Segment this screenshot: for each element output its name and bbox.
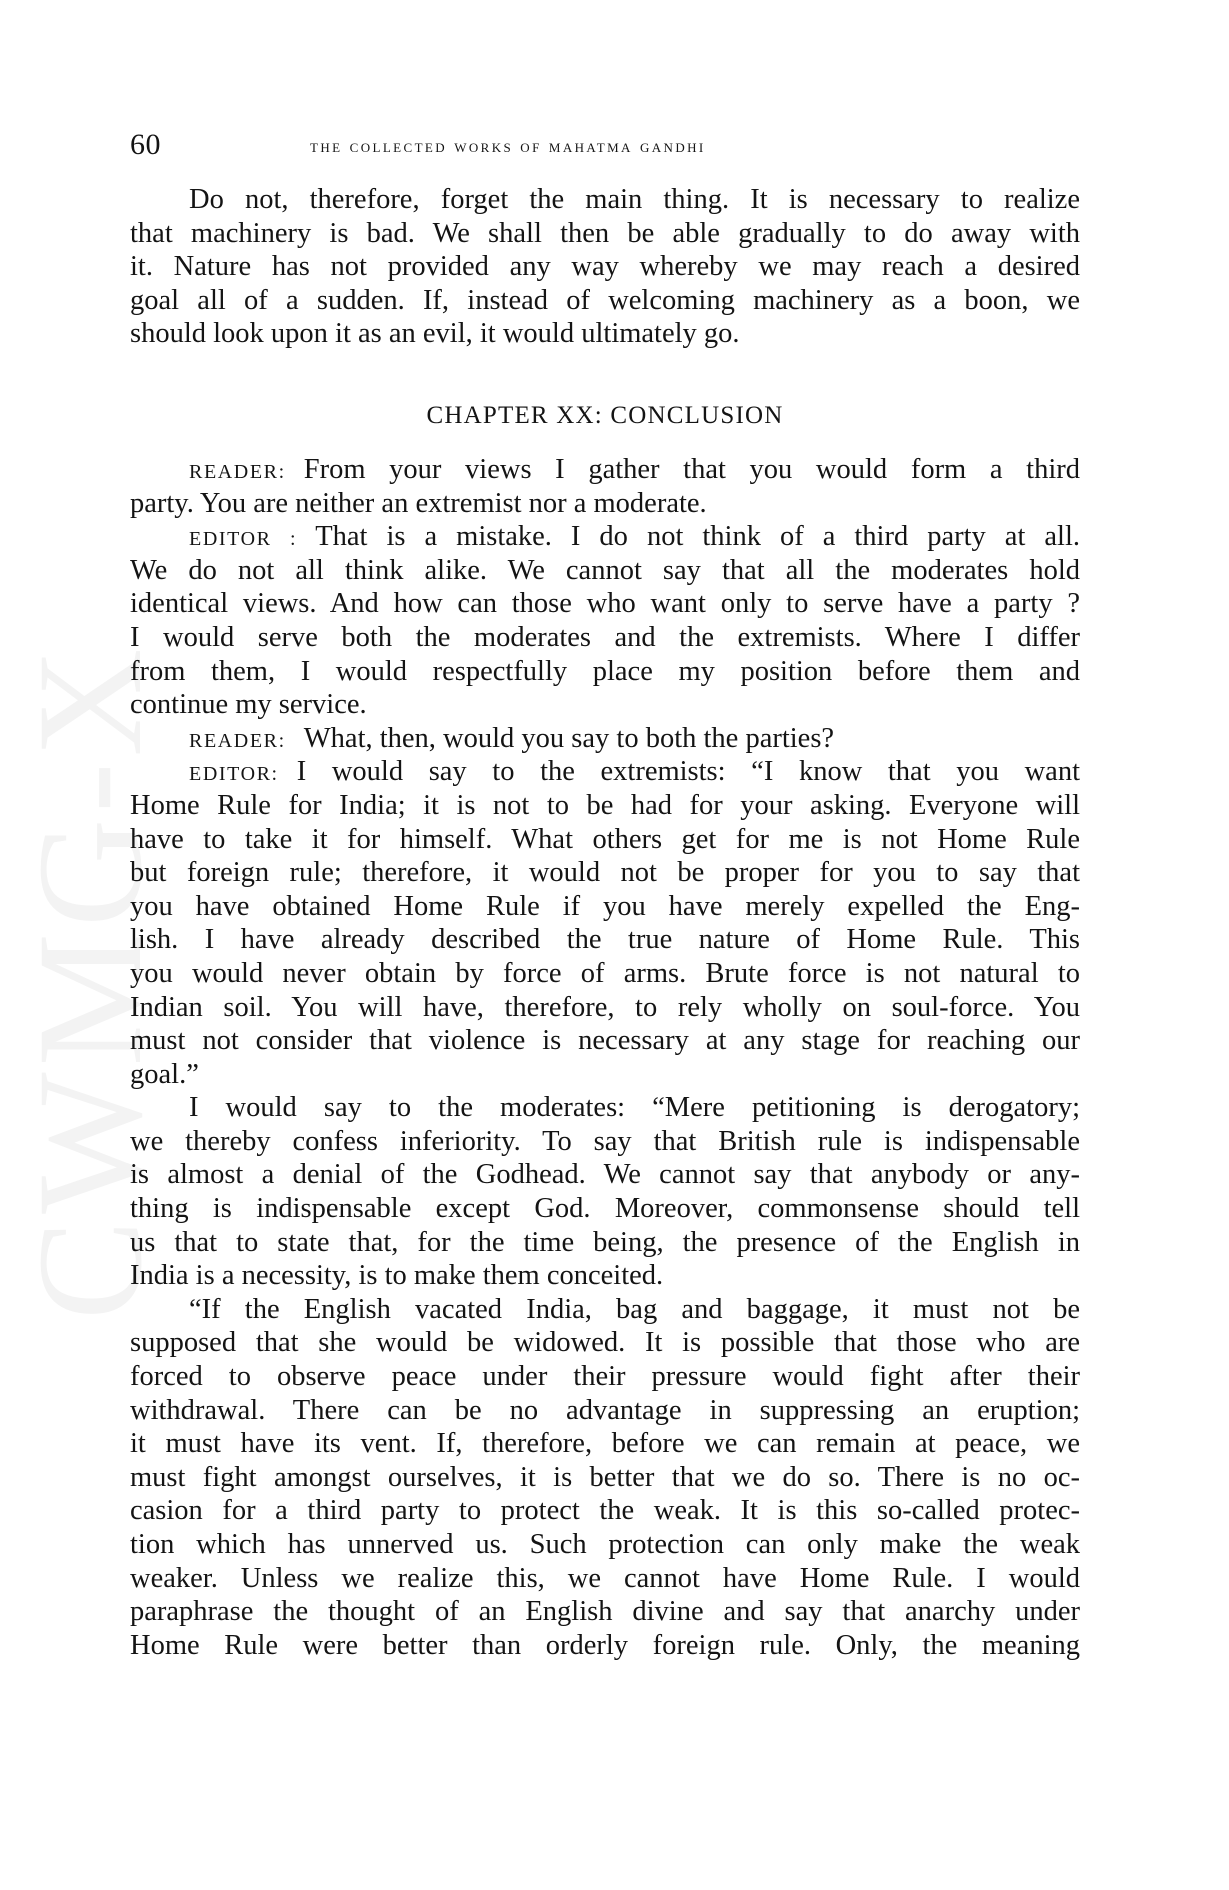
text-line: India is a necessity, is to make them conceited. xyxy=(130,1260,664,1292)
text-line: paraphrase the thought of an English divine and say that anarchy under xyxy=(130,1596,1080,1628)
speech-text: That is a mistake. I do not think of a third party at all. xyxy=(315,521,1080,553)
text-line: identical views. And how can those who want only to serve have a party ? xyxy=(130,588,1080,620)
dialogue-paragraph xyxy=(130,520,1080,722)
text-line: I would say to the moderates: “Mere petitioning is derogatory; xyxy=(189,1092,1080,1124)
speaker-label: EDITOR : xyxy=(189,528,298,551)
speaker-label: READER: xyxy=(189,461,286,483)
dialogue-paragraph xyxy=(130,755,1080,1091)
text-line: is almost a denial of the Godhead. We cannot say that anybody or any- xyxy=(130,1159,1080,1191)
speaker-label: READER: xyxy=(189,729,286,752)
text-line: have to take it for himself. What others get for me is not Home Rule xyxy=(130,823,1080,855)
text-line: Do not, therefore, forget the main thing. It is necessary to realize xyxy=(189,184,1080,215)
text-line: you have obtained Home Rule if you have merely expelled the Eng- xyxy=(130,890,1080,922)
text-line: tion which has unnerved us. Such protection can only make the weak xyxy=(130,1529,1080,1560)
text-line: goal all of a sudden. If, instead of welcoming machinery as a boon, we xyxy=(130,284,1080,316)
text-line: weaker. Unless we realize this, we cannot have Home Rule. I would xyxy=(130,1562,1080,1594)
watermark-text: CWMG-X xyxy=(40,642,170,1320)
text-line xyxy=(130,722,1080,756)
text-line: but foreign rule; therefore, it would not be proper for you to say that xyxy=(130,857,1080,889)
text-line xyxy=(130,453,1080,487)
body-paragraph xyxy=(130,1091,1080,1293)
text-line: forced to observe peace under their pressure would fight after their xyxy=(130,1361,1080,1393)
text-line: Indian soil. You will have, therefore, to rely wholly on soul-force. You xyxy=(130,991,1080,1023)
chapter-body xyxy=(130,453,1080,1662)
text-line: that machinery is bad. We shall then be able gradually to do away with xyxy=(130,217,1080,249)
dialogue-paragraph xyxy=(130,722,1080,756)
text-line xyxy=(130,755,1080,789)
text-line: we thereby confess inferiority. To say that British rule is indispensable xyxy=(130,1125,1080,1157)
body-paragraph xyxy=(130,1293,1080,1663)
chapter-title: CHAPTER XX: CONCLUSION xyxy=(426,402,784,429)
text-line: continue my service. xyxy=(130,689,367,721)
text-line: it must have its vent. If, therefore, before we can remain at peace, we xyxy=(130,1428,1080,1460)
text-line xyxy=(130,520,1080,554)
text-line: Home Rule were better than orderly foreign rule. Only, the meaning xyxy=(130,1629,1080,1661)
text-line: must fight amongst ourselves, it is better that we do so. There is no oc- xyxy=(130,1461,1080,1493)
text-line: “If the English vacated India, bag and baggage, it must not be xyxy=(189,1293,1080,1325)
page-header xyxy=(130,128,1080,168)
text-line: from them, I would respectfully place my position before them and xyxy=(130,655,1080,687)
speech-text: What, then, would you say to both the parties? xyxy=(303,722,835,754)
text-line: casion for a third party to protect the weak. It is this so-called protec- xyxy=(130,1495,1080,1527)
text-line: party. You are neither an extremist nor a moderate. xyxy=(130,487,707,519)
speaker-label: EDITOR: xyxy=(189,763,279,786)
text-line: should look upon it as an evil, it would ultimately go. xyxy=(130,318,740,350)
text-line: We do not all think alike. We cannot say that all the moderates hold xyxy=(130,554,1080,586)
text-line: you would never obtain by force of arms. Brute force is not natural to xyxy=(130,957,1080,989)
text-line: Home Rule for India; it is not to be had for your asking. Everyone will xyxy=(130,789,1080,821)
page-number: 60 xyxy=(130,128,161,161)
text-line: supposed that she would be widowed. It is possible that those who are xyxy=(130,1327,1080,1359)
text-line: goal.” xyxy=(130,1058,199,1090)
running-head: the collected works of mahatma gandhi xyxy=(310,136,706,157)
text-line: us that to state that, for the time being, the presence of the English in xyxy=(130,1226,1080,1258)
speech-text: From your views I gather that you would form a third xyxy=(303,454,1080,485)
text-line: thing is indispensable except God. Moreover, commonsense should tell xyxy=(130,1193,1080,1225)
opening-paragraph xyxy=(130,183,1080,351)
text-line: lish. I have already described the true nature of Home Rule. This xyxy=(130,924,1080,956)
speech-text: I would say to the extremists: “I know that you want xyxy=(296,756,1080,788)
text-line: it. Nature has not provided any way whereby we may reach a desired xyxy=(130,251,1080,283)
text-line: I would serve both the moderates and the extremists. Where I differ xyxy=(130,621,1080,653)
text-line: must not consider that violence is necessary at any stage for reaching our xyxy=(130,1025,1080,1057)
dialogue-paragraph xyxy=(130,453,1080,520)
text-line: withdrawal. There can be no advantage in suppressing an eruption; xyxy=(130,1394,1080,1426)
